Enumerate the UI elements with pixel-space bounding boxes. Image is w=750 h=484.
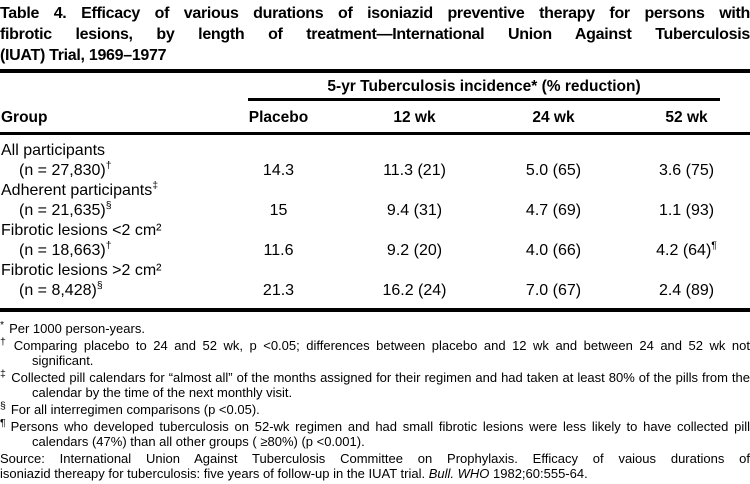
footnote-marker: * bbox=[0, 318, 5, 331]
table-row-data-2 bbox=[0, 201, 750, 221]
n-cell-2 bbox=[0, 201, 212, 221]
value-text: 4.7 (69) bbox=[525, 202, 582, 219]
group-label: Fibrotic lesions >2 cm² bbox=[1, 262, 162, 279]
group-cell-2 bbox=[0, 181, 750, 201]
value-text: 15 bbox=[269, 202, 288, 219]
column-header-24wk: 24 wk bbox=[484, 101, 623, 134]
group-label: Fibrotic lesions <2 cm² bbox=[1, 222, 162, 239]
value-52wk-4 bbox=[623, 281, 750, 310]
n-cell-1 bbox=[0, 161, 212, 181]
value-text: 9.4 (31) bbox=[386, 202, 443, 219]
footnote-marker: ¶ bbox=[711, 239, 717, 252]
value-52wk-1 bbox=[623, 161, 750, 181]
group-cell-1 bbox=[0, 134, 750, 162]
value-text: 16.2 (24) bbox=[382, 282, 447, 299]
footnote-text: For all interregimen comparisons (p <0.05). bbox=[10, 402, 260, 417]
source-journal-italic: Bull. WHO bbox=[428, 466, 490, 481]
value-24wk-2 bbox=[484, 201, 623, 221]
value-52wk-3 bbox=[623, 241, 750, 261]
n-label: (n = 18,663) bbox=[19, 242, 106, 259]
n-cell-3 bbox=[0, 241, 212, 261]
table-row-data-4 bbox=[0, 281, 750, 310]
value-text: 4.0 (66) bbox=[525, 242, 582, 259]
table-row-group-1 bbox=[0, 134, 750, 162]
column-header-52wk: 52 wk bbox=[623, 101, 750, 134]
table-row-data-1 bbox=[0, 161, 750, 181]
value-text: 4.2 (64) bbox=[656, 242, 712, 259]
span-header-spacer bbox=[0, 71, 212, 101]
table-row-group-3 bbox=[0, 221, 750, 241]
value-12wk-3 bbox=[345, 241, 484, 261]
value-text: 2.4 (89) bbox=[658, 282, 715, 299]
span-header-label: 5-yr Tuberculosis incidence* (% reduction) bbox=[248, 78, 720, 101]
value-text: 5.0 (65) bbox=[525, 162, 582, 179]
footnote-marker: † bbox=[0, 335, 9, 348]
value-text: 9.2 (20) bbox=[386, 242, 443, 259]
footnote-double-dagger bbox=[0, 367, 750, 400]
value-placebo-1 bbox=[212, 161, 345, 181]
footnote-marker: § bbox=[0, 399, 6, 412]
value-12wk-4 bbox=[345, 281, 484, 310]
value-text: 7.0 (67) bbox=[525, 282, 582, 299]
footnote-marker: § bbox=[96, 279, 103, 292]
n-cell-4 bbox=[0, 281, 212, 310]
column-header-group: Group bbox=[0, 101, 212, 134]
group-cell-4 bbox=[0, 261, 750, 281]
footnote-marker: ‡ bbox=[0, 367, 7, 380]
footnote-marker: † bbox=[105, 239, 112, 252]
value-24wk-4 bbox=[484, 281, 623, 310]
footnote-section bbox=[0, 399, 750, 417]
table-row-group-2 bbox=[0, 181, 750, 201]
value-text: 3.6 (75) bbox=[658, 162, 715, 179]
footnote-dagger bbox=[0, 335, 750, 368]
value-24wk-3 bbox=[484, 241, 623, 261]
footnote-text: Per 1000 person-years. bbox=[9, 321, 145, 336]
span-header-row bbox=[0, 71, 750, 101]
footnote-marker: ¶ bbox=[0, 416, 6, 429]
source-text: isoniazid thereapy for tuberculosis: five years of follow-up in the IUAT trial. bbox=[0, 466, 429, 481]
value-12wk-1 bbox=[345, 161, 484, 181]
value-text: 11.3 (21) bbox=[383, 162, 446, 179]
title-line-1: Table 4. Efficacy of various durations of isoniazid preventive therapy for persons with bbox=[0, 5, 750, 22]
footnote-per-1000 bbox=[0, 318, 750, 336]
value-text: 14.3 bbox=[262, 162, 295, 179]
table-title bbox=[0, 3, 750, 66]
value-text: 21.3 bbox=[262, 282, 295, 299]
source-citation bbox=[0, 451, 750, 481]
footnote-text: Persons who developed tuberculosis on 52-wk regimen and had small fibrotic lesions were less likely to have collected pill calendars (47%) than all other groups ( ≥80%) (p <0.001). bbox=[10, 419, 750, 449]
source-line-1: Source: International Union Against Tuberculosis Committee on Prophylaxis. Efficacy of vaious durations of bbox=[0, 451, 750, 466]
group-label: All participants bbox=[1, 142, 106, 159]
n-label: (n = 21,635) bbox=[19, 202, 106, 219]
value-52wk-2 bbox=[623, 201, 750, 221]
column-header-placebo: Placebo bbox=[212, 101, 345, 134]
footnote-marker: ‡ bbox=[152, 179, 159, 192]
title-line-3: (IUAT) Trial, 1969–1977 bbox=[0, 47, 167, 64]
footnote-pilcrow bbox=[0, 416, 750, 449]
n-label: (n = 8,428) bbox=[19, 282, 97, 299]
group-cell-3 bbox=[0, 221, 750, 241]
value-12wk-2 bbox=[345, 201, 484, 221]
column-header-12wk: 12 wk bbox=[345, 101, 484, 134]
efficacy-table bbox=[0, 69, 750, 312]
table-row-data-3 bbox=[0, 241, 750, 261]
value-text: 1.1 (93) bbox=[658, 202, 715, 219]
footnote-marker: § bbox=[105, 199, 112, 212]
footnotes bbox=[0, 318, 750, 481]
value-placebo-4 bbox=[212, 281, 345, 310]
value-placebo-3 bbox=[212, 241, 345, 261]
source-text: 1982;60:555-64. bbox=[489, 466, 588, 481]
column-header-row bbox=[0, 101, 750, 134]
value-24wk-1 bbox=[484, 161, 623, 181]
group-label: Adherent participants bbox=[1, 182, 153, 199]
footnote-text: Comparing placebo to 24 and 52 wk, p <0.05; differences between placebo and 12 wk and between 24 and 52 wk not significant. bbox=[13, 338, 750, 368]
n-label: (n = 27,830) bbox=[19, 162, 106, 179]
footnote-marker: † bbox=[105, 159, 112, 172]
source-line-2 bbox=[0, 466, 750, 481]
value-placebo-2 bbox=[212, 201, 345, 221]
table-row-group-4 bbox=[0, 261, 750, 281]
span-header-cell bbox=[212, 71, 750, 101]
title-line-2: fibrotic lesions, by length of treatment—International Union Against Tuberculosis bbox=[0, 26, 750, 43]
value-text: 11.6 bbox=[263, 242, 294, 259]
footnote-text: Collected pill calendars for “almost all” of the months assigned for their regimen and had taken at least 80% of the pills from the calendar by the time of the next monthly visit. bbox=[11, 370, 750, 400]
